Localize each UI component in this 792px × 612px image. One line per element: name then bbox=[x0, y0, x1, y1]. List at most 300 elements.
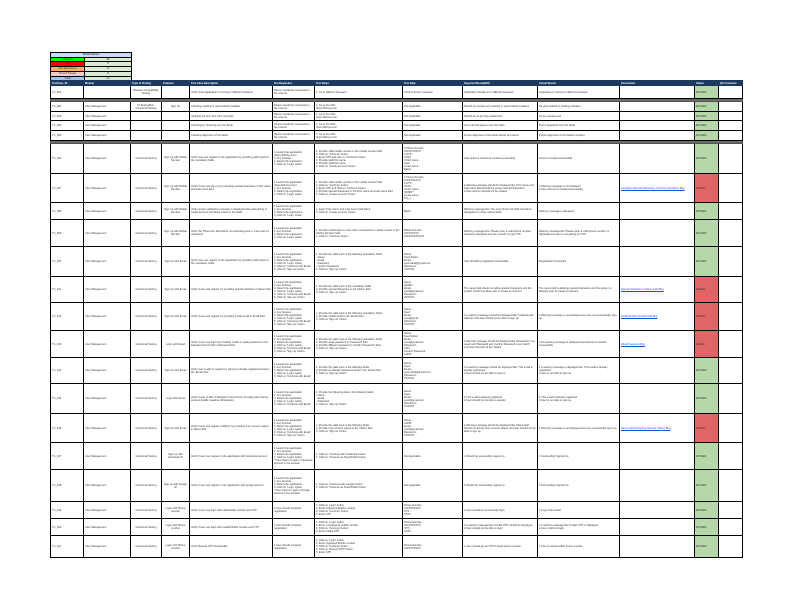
screenshot-cell[interactable] bbox=[620, 112, 695, 121]
prerequisites-cell[interactable]: Device should be connected to the internet bbox=[273, 131, 315, 141]
table-row bbox=[51, 519, 743, 536]
screenshot-cell[interactable] bbox=[620, 414, 695, 443]
actual-result-cell[interactable]: Warning message is displayed bbox=[538, 203, 620, 220]
module-cell[interactable]: User Management bbox=[84, 470, 131, 502]
test-steps-cell[interactable]: 1. Provide valid mobile number in the mobile number field 2. Click on 'Continue' button 3. Enter OTP and click on 'Continue' button 4. Provide valid first name 5. Provide valid last name 6. Click on 'Create account' button bbox=[315, 144, 403, 174]
description-cell[interactable]: Verify user is able to register by giving an already registered email in the 'Email' field bbox=[190, 358, 273, 384]
status-cell[interactable]: PASSED bbox=[695, 502, 719, 519]
prerequisites-cell[interactable]: 1.Launch the application 2. Any browser 3. Reach the application 4. Click on 'Login' option 5. Click on 'Continue with Email' 6. Click on 'Sign up' button bbox=[273, 247, 315, 277]
test-case-id[interactable]: TC_010 bbox=[51, 247, 84, 277]
status-cell[interactable]: PASSED bbox=[695, 144, 719, 174]
column-header[interactable]: Module bbox=[84, 81, 131, 86]
test-steps-cell[interactable]: 1. Provide the valid input in the following fields 2. Provide an already registered email in the 'Email' field 3. Click on 'Sign up' button bbox=[315, 358, 403, 384]
qa-comment-cell[interactable] bbox=[719, 443, 743, 470]
test-data-cell[interactable]: Phone Number - 01XXXXXXXX bbox=[403, 536, 463, 558]
test-case-id[interactable]: TC_012 bbox=[51, 303, 84, 331]
actual-result-cell[interactable]: As per requirement bbox=[538, 112, 620, 121]
qa-comment-cell[interactable] bbox=[719, 102, 743, 112]
expected-result-cell[interactable]: Application should run in different browsers bbox=[463, 86, 538, 99]
summary-value: 0 bbox=[85, 67, 132, 72]
feature-cell[interactable]: Sign Up with Email bbox=[162, 277, 190, 303]
expected-result-cell[interactable]: 1.Should be successfully signed up bbox=[463, 443, 538, 470]
module-cell[interactable] bbox=[84, 86, 131, 99]
column-header[interactable]: Test Case Description bbox=[190, 81, 273, 86]
testing-type-cell[interactable] bbox=[131, 112, 162, 121]
status-cell[interactable]: FAILED bbox=[695, 277, 719, 303]
feature-cell[interactable]: Login with Phone number bbox=[162, 502, 190, 519]
qa-comment-cell[interactable] bbox=[719, 203, 743, 220]
test-steps-cell[interactable]: 1. Provide the following data in the following fields: - Name - Email - Password 2. Click on 'Sign up' button bbox=[315, 384, 403, 414]
test-data-cell[interactable]: Name - Syed Rahat Email - syed@gmail.com Password - 1234 Confirm Password - 12345 bbox=[403, 331, 463, 358]
prerequisites-cell[interactable]: 1.User should complete registration bbox=[273, 519, 315, 536]
expected-result-cell[interactable]: 1.Warning message should be displayed like 'Name field should not accept only numeric values' and user should not be able to sign up bbox=[463, 414, 538, 443]
screenshot-link[interactable]: Name Field Accepting Numeric Values Bug bbox=[621, 426, 671, 430]
qa-comment-cell[interactable] bbox=[719, 470, 743, 502]
testing-type-cell[interactable]: Functional Testing bbox=[131, 331, 162, 358]
description-cell[interactable]: Verify if user can login with invalid Mobile number and OTP bbox=[190, 519, 273, 536]
testing-type-cell[interactable]: Functional Testing bbox=[131, 414, 162, 443]
test-steps-cell[interactable]: 1. Provide the valid input in the following mandatory fields 2. Provide invalid email in the 'Email' field 3. Click on 'Sign up' button bbox=[315, 303, 403, 331]
feature-cell[interactable]: Login with Phone number bbox=[162, 519, 190, 536]
test-steps-cell[interactable]: 1. Provide the valid input in the following fields 2. Provide only numeric values in the 'Name' field 3. Click on 'Sign up' button bbox=[315, 414, 403, 443]
test-steps-cell[interactable]: 1. Click on 'Login' button 2. Enter registered Mobile number 3. Click on 'Continue' button 4. Enter OTP bbox=[315, 502, 403, 519]
qa-comment-cell[interactable] bbox=[719, 384, 743, 414]
feature-cell[interactable] bbox=[162, 86, 190, 99]
test-case-id[interactable]: TC_003 bbox=[51, 112, 84, 121]
test-case-id[interactable]: TC_008 bbox=[51, 203, 84, 220]
actual-result-cell[interactable]: 1.A warning message like 'Invalid OTP' is displayed 2.User could not login bbox=[538, 519, 620, 536]
screenshot-cell[interactable] bbox=[620, 331, 695, 358]
qa-comment-cell[interactable] bbox=[719, 144, 743, 174]
expected-result-cell[interactable]: 1.A warning message should be displayed like 'This email is already registered' 2.User should not be able to sign up bbox=[463, 358, 538, 384]
screenshot-cell[interactable] bbox=[620, 502, 695, 519]
expected-result-cell[interactable]: A text should appear over the fields bbox=[463, 121, 538, 131]
status-cell[interactable]: FAILED bbox=[695, 331, 719, 358]
test-case-id[interactable]: TC_014 bbox=[51, 358, 84, 384]
actual-result-cell[interactable]: Application is running in different browsers bbox=[538, 86, 620, 99]
module-cell[interactable]: User Management bbox=[84, 131, 131, 141]
screenshot-cell[interactable] bbox=[620, 303, 695, 331]
screenshot-cell[interactable] bbox=[620, 358, 695, 384]
test-data-cell[interactable]: Name - Syed Email - syed@gmail Password - XXXXXX bbox=[403, 303, 463, 331]
table-row bbox=[51, 203, 743, 220]
column-header[interactable]: QA Comment bbox=[719, 81, 743, 86]
actual-result-cell[interactable]: 1.No warning message is displayed and account is created successfully bbox=[538, 331, 620, 358]
description-cell[interactable]: Verify if user can register by providing invalid email in Email field bbox=[190, 303, 273, 331]
test-data-cell[interactable]: Not Applicable bbox=[403, 443, 463, 470]
prerequisites-cell[interactable]: Device should be connected to the internet bbox=[273, 121, 315, 131]
status-cell[interactable]: PASSED bbox=[695, 443, 719, 470]
module-cell[interactable]: User Management bbox=[84, 303, 131, 331]
qa-comment-cell[interactable] bbox=[719, 358, 743, 384]
qa-comment-cell[interactable] bbox=[719, 121, 743, 131]
test-data-cell[interactable]: Phone Number - 01XXXXXXXX OTP - XXXX bbox=[403, 519, 463, 536]
expected-result-cell[interactable]: 1.User should get an OTP through phone number bbox=[463, 536, 538, 558]
prerequisites-cell[interactable]: 1.Launch the application 2. Any browser 3. Reach the application 4. Click on 'Login' option 5. Click on 'Continue with Email' 6. Click on 'Sign up' button bbox=[273, 277, 315, 303]
description-cell[interactable]: Verify Resend OTP functionality bbox=[190, 536, 273, 558]
status-cell[interactable]: PASSED bbox=[695, 358, 719, 384]
qa-comment-cell[interactable] bbox=[719, 536, 743, 558]
test-steps-cell[interactable]: 1. Provide the valid input in the following mandatory fields: - Name - Email - Password - Confirm Password 2. Click on 'Sign up' button bbox=[315, 247, 403, 277]
module-cell[interactable]: User Management bbox=[84, 358, 131, 384]
description-cell[interactable]: Verify if user is able to Register or Account by providing the existing account details (Leading whitespace) bbox=[190, 384, 273, 414]
testing-type-cell[interactable]: Functional Testing bbox=[131, 519, 162, 536]
expected-result-cell[interactable]: 1.Warning message should be displayed like 'First name and Last name field should not accept special characters' 2.User account should not be created bbox=[463, 174, 538, 203]
module-cell[interactable]: User Management bbox=[84, 502, 131, 519]
test-steps-cell[interactable]: 1. Provide the valid input in the mandatory fields 2. Provide special characters in the 'Name' field 3. Click on 'Sign up' button bbox=[315, 277, 403, 303]
feature-cell[interactable]: Sign Up with Mobile Number bbox=[162, 203, 190, 220]
feature-cell[interactable]: Sign Up with Email bbox=[162, 247, 190, 277]
test-steps-cell[interactable]: 1. Provide valid mobile number in the mobile number field 2. Click on 'Continue' button 3. Enter OTP and click on 'Continue' button 4. Provide special characters in the First name and Last name field 5. Click on 'Create account' button bbox=[315, 174, 403, 203]
module-cell[interactable]: User Management bbox=[84, 331, 131, 358]
feature-cell[interactable]: Login with Phone number bbox=[162, 536, 190, 558]
status-cell[interactable]: FAILED bbox=[695, 414, 719, 443]
actual-result-cell[interactable]: 1.A warning message is displayed like 'This email is already registered' 2.User is not able to sign up bbox=[538, 358, 620, 384]
column-header[interactable]: Type of Testing bbox=[131, 81, 162, 86]
description-cell[interactable]: Verify if the application is running in different browsers bbox=[190, 86, 273, 99]
testing-type-cell[interactable]: Browser Compatibility Testing bbox=[131, 86, 162, 99]
test-case-id[interactable]: TC_017 bbox=[51, 443, 84, 470]
qa-comment-cell[interactable] bbox=[719, 112, 743, 121]
test-data-cell[interactable]: Name - Syed Email - syed.rahat@gmail.com Password - XXXXXX bbox=[403, 358, 463, 384]
test-case-id[interactable]: TC_006 bbox=[51, 144, 84, 174]
expected-result-cell[interactable]: Warning message like 'You must fill out this field' should be displayed for empty valued fields bbox=[463, 203, 538, 220]
description-cell[interactable]: Verifying the font, font color and style bbox=[190, 112, 273, 121]
prerequisites-cell[interactable]: 1.Launch the application 2. Any browser 3. Reach the application 4. Click on 'Login' option 5. Click on 'Continue with Email' bbox=[273, 384, 315, 414]
test-steps-cell[interactable]: 1. Go to different browsers bbox=[315, 86, 403, 99]
actual-result-cell[interactable]: Proper alignment of the fields is present bbox=[538, 131, 620, 141]
module-cell[interactable]: User Management bbox=[84, 144, 131, 174]
test-steps-cell[interactable]: 1. Go to the URL: https://bikroy.com/ bbox=[315, 131, 403, 141]
status-cell[interactable]: PASSED bbox=[695, 536, 719, 558]
qa-comment-cell[interactable] bbox=[719, 331, 743, 358]
status-cell[interactable]: PASSED bbox=[695, 247, 719, 277]
test-data-cell[interactable]: Name - 12345 Email - syed@gmail.com Password - XXXXXX bbox=[403, 414, 463, 443]
testing-type-cell[interactable]: Functional Testing bbox=[131, 247, 162, 277]
column-header[interactable]: Status bbox=[695, 81, 719, 86]
screenshot-link[interactable]: Special Character in Name Field Bug bbox=[621, 288, 664, 291]
status-cell[interactable]: PASSED bbox=[695, 384, 719, 414]
actual-result-cell[interactable]: Account created successfully bbox=[538, 144, 620, 174]
test-steps-cell[interactable]: 1. Click on 'Login' button 2. Enter unregistered mobile number 3. Click on 'Continue' button 4. Enter invalid OTP bbox=[315, 519, 403, 536]
feature-cell[interactable]: Sign Up with Mobile Number bbox=[162, 144, 190, 174]
testing-type-cell[interactable]: Functional Testing bbox=[131, 443, 162, 470]
prerequisites-cell[interactable]: 1.Launch the application (https://bikroy.com/) 2. Any browser 3. Reach the registration 4. Click on 'Login' option bbox=[273, 144, 315, 174]
screenshot-cell[interactable] bbox=[620, 131, 695, 141]
test-case-id[interactable]: TC_004 bbox=[51, 121, 84, 131]
prerequisites-cell[interactable]: Device should be connected to the internet bbox=[273, 112, 315, 121]
test-steps-cell[interactable]: 1. Click on 'Continue with Google' button 2. Click on 'Continue as Syed Rahat' button bbox=[315, 470, 403, 502]
test-data-cell[interactable]: Not Applicable bbox=[403, 112, 463, 121]
expected-result-cell[interactable]: 1.Should be successfully signed up bbox=[463, 470, 538, 502]
feature-cell[interactable] bbox=[162, 121, 190, 131]
screenshot-cell[interactable] bbox=[620, 536, 695, 558]
description-cell[interactable]: Checking alignment of the fields bbox=[190, 131, 273, 141]
qa-comment-cell[interactable] bbox=[719, 174, 743, 203]
test-case-id[interactable]: TC_021 bbox=[51, 536, 84, 558]
prerequisites-cell[interactable]: 1.User should complete registration bbox=[273, 502, 315, 519]
test-data-cell[interactable]: Name - Syed Email - syed@gmail.com Password - XXXXXX bbox=[403, 384, 463, 414]
test-steps-cell[interactable]: 1. Click on 'Login' button 2. Enter registered Mobile number 3. Click on 'Continue' button 4. Click on 'Resend OTP' button 5. Enter OTP bbox=[315, 536, 403, 558]
feature-cell[interactable] bbox=[162, 131, 190, 141]
test-case-id[interactable]: TC_016 bbox=[51, 414, 84, 443]
status-cell[interactable]: PASSED bbox=[695, 121, 719, 131]
expected-result-cell[interactable]: Proper alignment of the fields should be present bbox=[463, 131, 538, 141]
actual-result-cell[interactable]: 1.Successfully Signed Up bbox=[538, 443, 620, 470]
testing-type-cell[interactable]: Functional Testing bbox=[131, 144, 162, 174]
qa-comment-cell[interactable] bbox=[719, 86, 743, 99]
expected-result-cell[interactable]: Warning message like 'Please enter a valid phone number' should be displayed and user should not get OTP bbox=[463, 220, 538, 247]
module-cell[interactable]: User Management bbox=[84, 443, 131, 470]
test-steps-cell[interactable]: 1. Provide invalid (less or more than 11 characters) mobile number in the 'Mobile Number' field 2. Click on 'Continue' button bbox=[315, 220, 403, 247]
test-case-id[interactable]: TC_002 bbox=[51, 102, 84, 112]
actual-result-cell[interactable]: Text is appeared over the fields bbox=[538, 121, 620, 131]
test-steps-cell[interactable]: 1. Click on 'Continue with Facebook' button 2. Click on 'Continue as Syed Rahat' button bbox=[315, 443, 403, 470]
actual-result-cell[interactable]: 1.Warning message is not displayed and user can successfully sign up bbox=[538, 303, 620, 331]
module-cell[interactable]: User Management bbox=[84, 174, 131, 203]
test-data-cell[interactable]: 1.Phone Number - 01XXXXXXXX 2.OTP - XXXX 3.First name - !@#$%^ 4.Last name - &*()_+ bbox=[403, 174, 463, 203]
actual-result-cell[interactable]: 1.Warning message is not displayed and user successfully signs up bbox=[538, 414, 620, 443]
table-row bbox=[51, 131, 743, 141]
testing-type-cell[interactable] bbox=[131, 121, 162, 131]
module-cell[interactable]: User Management bbox=[84, 203, 131, 220]
module-cell[interactable]: User Management bbox=[84, 112, 131, 121]
module-cell[interactable]: User Management bbox=[84, 536, 131, 558]
column-header[interactable]: Features bbox=[162, 81, 190, 86]
qa-comment-cell[interactable] bbox=[719, 414, 743, 443]
actual-result-cell[interactable]: 1.This email is already registered 2.User is not able to sign up bbox=[538, 384, 620, 414]
status-cell[interactable]: PASSED bbox=[695, 86, 719, 99]
test-data-cell[interactable]: Not Applicable bbox=[403, 102, 463, 112]
expected-result-cell[interactable]: User should be registered successfully bbox=[463, 247, 538, 277]
column-header[interactable]: Expected Result(ER) bbox=[463, 81, 538, 86]
feature-cell[interactable] bbox=[162, 112, 190, 121]
prerequisites-cell[interactable]: 1.Launch the application (https://bikroy.com/) 2. Any browser 3. Reach the registration 4. Click on 'Login' option bbox=[273, 174, 315, 203]
testing-type-cell[interactable] bbox=[131, 131, 162, 141]
summary-label: Fail bbox=[51, 62, 85, 67]
column-header[interactable]: TestCase_ID bbox=[51, 81, 84, 86]
test-data-cell[interactable]: Not Applicable bbox=[403, 131, 463, 141]
prerequisites-cell[interactable]: Device should be connected to the internet bbox=[273, 102, 315, 112]
qa-comment-cell[interactable] bbox=[719, 277, 743, 303]
actual-result-cell[interactable]: 1.Successfully Signed Up bbox=[538, 470, 620, 502]
test-data-cell[interactable]: 1.Phone Number - 01XXXXXXXX 2.OTP - XXXX 3.First name - Syed 4.Last name - Rahat bbox=[403, 144, 463, 174]
test-data-cell[interactable]: Mobile Number - 017XXXXXX 01XXXXXXXXXX bbox=[403, 220, 463, 247]
feature-cell[interactable]: Sign Up with Email bbox=[162, 414, 190, 443]
screenshot-cell[interactable] bbox=[620, 247, 695, 277]
testing-type-cell[interactable]: Functional Testing bbox=[131, 203, 162, 220]
description-cell[interactable]: Checking by hovering over the fields bbox=[190, 121, 273, 131]
module-cell[interactable]: User Management bbox=[84, 121, 131, 131]
test-data-cell[interactable]: Phone Number - 01XXXXXXXX OTP - XXXX bbox=[403, 502, 463, 519]
prerequisites-cell[interactable]: 1.User should complete registration bbox=[273, 536, 315, 558]
expected-result-cell[interactable]: Should be as per the requirement bbox=[463, 112, 538, 121]
prerequisites-cell[interactable]: 1.Launch the application 2. Any browser 3. Reach the registration 4. Click on 'Login' option bbox=[273, 220, 315, 247]
test-steps-cell[interactable]: 1. Go to the URL: https://bikroy.com/ bbox=[315, 121, 403, 131]
actual-result-cell[interactable]: 1.Warning message is not displayed 2.User account is created successfully bbox=[538, 174, 620, 203]
screenshot-cell[interactable] bbox=[620, 86, 695, 99]
expected-result-cell[interactable]: Should not present any spelling or grammatical mistakes bbox=[463, 102, 538, 112]
status-cell[interactable]: PASSED bbox=[695, 203, 719, 220]
expected-result-cell[interactable]: 1.Warning message should be displayed like 'Password is too weak' and 'Password and Confirm Password must match' 2.Account should not be created bbox=[463, 331, 538, 358]
test-case-id[interactable]: TC_019 bbox=[51, 502, 84, 519]
actual-result-cell[interactable]: No grammatical or spelling mistakes bbox=[538, 102, 620, 112]
description-cell[interactable]: Verify if user can register to the application with Facebook account bbox=[190, 443, 273, 470]
prerequisites-cell[interactable]: 1.Launch the application 2. Any browser 3. Reach the application 4. Click on 'Login' option 5. Click on 'Continue with Email' bbox=[273, 358, 315, 384]
expected-result-cell[interactable]: The name field should not allow special characters and the system should not allow user to create an account bbox=[463, 277, 538, 303]
screenshot-cell[interactable] bbox=[620, 174, 695, 203]
column-header[interactable]: Screenshot bbox=[620, 81, 695, 86]
description-cell[interactable]: Verify if user can login by providing invalid or weak password in the Password and Confirm Password field bbox=[190, 331, 273, 358]
description-cell[interactable]: Verify if user can login with valid Mobile number and OTP bbox=[190, 502, 273, 519]
test-steps-cell[interactable]: 1. Go to the URL: https://bikroy.com/ bbox=[315, 112, 403, 121]
screenshot-link[interactable]: Weak Password Bug bbox=[621, 342, 646, 346]
testing-type-cell[interactable]: Functional Testing bbox=[131, 220, 162, 247]
module-cell[interactable]: User Management bbox=[84, 519, 131, 536]
feature-cell[interactable]: Sign Up with Email bbox=[162, 358, 190, 384]
column-header[interactable]: Test Data bbox=[403, 81, 463, 86]
testing-type-cell[interactable]: Functional Testing bbox=[131, 470, 162, 502]
description-cell[interactable]: Verify proper notification message is displayed when attempting to create account with blank values in the fields bbox=[190, 203, 273, 220]
screenshot-cell[interactable] bbox=[620, 220, 695, 247]
module-cell[interactable]: User Management bbox=[84, 384, 131, 414]
description-cell[interactable]: Checking spelling or grammatical mistakes bbox=[190, 102, 273, 112]
qa-comment-cell[interactable] bbox=[719, 519, 743, 536]
description-cell[interactable]: Verify the 'Phone No' field will be not accepting less or more than 11 characters bbox=[190, 220, 273, 247]
expected-result-cell[interactable]: 1.This email is already registered 2.User should not be able to register bbox=[463, 384, 538, 414]
test-data-cell[interactable]: Name - !@#$% Email - syed@gmail.com Password - XXXXXX bbox=[403, 277, 463, 303]
testing-type-cell[interactable]: UI Testing/Non-Functional Testing bbox=[131, 102, 162, 112]
prerequisites-cell[interactable]: 1.Launch the application 2. Any browser 3. Reach the application 4. Click on 'Login' option **User have to Login in Google account in the browser bbox=[273, 470, 315, 502]
test-steps-cell[interactable]: 1. Go to the URL: https://bikroy.com/ bbox=[315, 102, 403, 112]
feature-cell[interactable]: Sign Up bbox=[162, 102, 190, 112]
test-case-id[interactable]: TC_007 bbox=[51, 174, 84, 203]
expected-result-cell[interactable]: 1.A warning message should be displayed like 'Invalid Email Address' and user should not be able to sign up bbox=[463, 303, 538, 331]
screenshot-cell[interactable] bbox=[620, 102, 695, 112]
expected-result-cell[interactable]: 1.A warning message like 'Invalid OTP' should be displayed 2.User should not be able to login bbox=[463, 519, 538, 536]
feature-cell[interactable]: Sign Up with Mobile Number bbox=[162, 174, 190, 203]
expected-result-cell[interactable]: User account should be created successfully bbox=[463, 144, 538, 174]
test-case-id[interactable]: TC_009 bbox=[51, 220, 84, 247]
prerequisites-cell[interactable]: 1.Launch the application 2. Any browser 3. Reach the application 4. Click on 'Login' option 5. Click on 'Continue with Email' 6. Click on 'Sign up' button bbox=[273, 303, 315, 331]
description-cell[interactable]: Verify if user can register to Bikroy by providing only numeric values in Name field bbox=[190, 414, 273, 443]
status-cell[interactable]: PASSED bbox=[695, 220, 719, 247]
qa-comment-cell[interactable] bbox=[719, 220, 743, 247]
actual-result-cell[interactable]: Warning message like 'Please enter a valid phone number' is displayed and user is not getting an OTP bbox=[538, 220, 620, 247]
feature-cell[interactable]: Sign up with Google ID bbox=[162, 470, 190, 502]
actual-result-cell[interactable]: Registration Successful bbox=[538, 247, 620, 277]
qa-comment-cell[interactable] bbox=[719, 303, 743, 331]
screenshot-cell[interactable] bbox=[620, 277, 695, 303]
qa-comment-cell[interactable] bbox=[719, 131, 743, 141]
feature-cell[interactable]: Login with Email bbox=[162, 384, 190, 414]
description-cell[interactable]: Verify if user can register by providing special character in Name field bbox=[190, 277, 273, 303]
status-cell[interactable]: PASSED bbox=[695, 519, 719, 536]
description-cell[interactable]: Verify if user can sign up by providing special characters in first name and Last name field bbox=[190, 174, 273, 203]
testing-type-cell[interactable]: Functional Testing bbox=[131, 536, 162, 558]
test-case-id[interactable]: TC_005 bbox=[51, 131, 84, 141]
test-case-id[interactable]: TC_011 bbox=[51, 277, 84, 303]
test-steps-cell[interactable]: 1. Keep 'First name' and 'Last name' field blank 2. Click on 'Create account' button bbox=[315, 203, 403, 220]
screenshot-cell[interactable] bbox=[620, 519, 695, 536]
table-row bbox=[51, 86, 743, 99]
test-data-cell[interactable]: Not Applicable bbox=[403, 470, 463, 502]
screenshot-link[interactable]: Invalid Email in Email Field Bug bbox=[621, 315, 658, 318]
feature-cell[interactable]: Sign up with Facebook ID bbox=[162, 443, 190, 470]
description-cell[interactable]: Verify user can register to the application by providing valid inputs in the mandatory fields bbox=[190, 144, 273, 174]
screenshot-cell[interactable] bbox=[620, 121, 695, 131]
table-row bbox=[51, 247, 743, 277]
test-steps-cell[interactable]: 1. Provide the valid input in the following mandatory fields 2. Provide weak password in 'Password' field 3. Provide different password in 'Confirm Password' field 4. Click on 'Sign up' button bbox=[315, 331, 403, 358]
description-cell[interactable]: Verify user can register to the application by providing valid inputs in the mandatory fields bbox=[190, 247, 273, 277]
column-header[interactable]: Pre-Requisites bbox=[273, 81, 315, 86]
prerequisites-cell[interactable]: 1.Launch the application 2. Any browser 3. Reach the application 4. Click on 'Login' option 5. Click on 'Continue with Email' 6. Click on 'Sign up' button bbox=[273, 331, 315, 358]
status-cell[interactable]: PASSED bbox=[695, 112, 719, 121]
test-data-cell[interactable]: Blank bbox=[403, 203, 463, 220]
test-case-id[interactable]: TC_013 bbox=[51, 331, 84, 358]
test-data-cell[interactable]: Name - Syed Rahat Email - syed.rahat@gmail.com Password - XXXXXX bbox=[403, 247, 463, 277]
testing-type-cell[interactable]: Functional Testing bbox=[131, 358, 162, 384]
prerequisites-cell[interactable]: 1.Launch the application 2. Any browser 3. Reach the registration 4. Click on 'Login' option bbox=[273, 203, 315, 220]
actual-result-cell[interactable]: 1.Login Successful bbox=[538, 502, 620, 519]
description-cell[interactable]: Verify if user can register to the application with google account bbox=[190, 470, 273, 502]
test-data-cell[interactable]: Not Applicable bbox=[403, 121, 463, 131]
qa-comment-cell[interactable] bbox=[719, 247, 743, 277]
actual-result-cell[interactable]: 1.User is well provided phone number bbox=[538, 536, 620, 558]
screenshot-cell[interactable] bbox=[620, 384, 695, 414]
testing-type-cell[interactable]: Functional Testing bbox=[131, 502, 162, 519]
module-cell[interactable]: User Management bbox=[84, 414, 131, 443]
testing-type-cell[interactable]: Functional Testing bbox=[131, 174, 162, 203]
test-case-id[interactable]: TC_020 bbox=[51, 519, 84, 536]
testing-type-cell[interactable]: Functional Testing bbox=[131, 384, 162, 414]
status-cell[interactable]: PASSED bbox=[695, 102, 719, 112]
module-cell[interactable]: User Management bbox=[84, 220, 131, 247]
feature-cell[interactable]: Sign Up with Mobile Number bbox=[162, 220, 190, 247]
prerequisites-cell[interactable]: 1.Launch the application 2. Any browser 3. Reach the application 4. Click on 'Login' option **User have to Login in Facebook account in the browser bbox=[273, 443, 315, 470]
column-header[interactable]: Test Steps bbox=[315, 81, 403, 86]
status-cell[interactable]: FAILED bbox=[695, 303, 719, 331]
module-cell[interactable]: User Management bbox=[84, 102, 131, 112]
screenshot-cell[interactable] bbox=[620, 470, 695, 502]
expected-result-cell[interactable]: 1.User should be successfully login bbox=[463, 502, 538, 519]
test-case-id[interactable]: TC_001 bbox=[51, 86, 84, 99]
status-cell[interactable]: FAILED bbox=[695, 174, 719, 203]
screenshot-cell[interactable] bbox=[620, 203, 695, 220]
module-cell[interactable]: User Management bbox=[84, 247, 131, 277]
feature-cell[interactable]: Login with Email bbox=[162, 331, 190, 358]
screenshot-link[interactable]: Accepting Special Characters in First & Last Name Bug bbox=[621, 186, 685, 190]
qa-comment-cell[interactable] bbox=[719, 502, 743, 519]
status-cell[interactable]: PASSED bbox=[695, 470, 719, 502]
testing-type-cell[interactable]: Functional Testing bbox=[131, 277, 162, 303]
table-row bbox=[51, 331, 743, 358]
testing-type-cell[interactable]: Functional Testing bbox=[131, 303, 162, 331]
screenshot-cell[interactable] bbox=[620, 443, 695, 470]
test-data-cell[interactable]: Chrome,Firefox, Explorer bbox=[403, 86, 463, 99]
test-case-id[interactable]: TC_018 bbox=[51, 470, 84, 502]
actual-result-cell[interactable]: The name field is allowing special characters and the system is allowing user to create an account bbox=[538, 277, 620, 303]
column-header[interactable]: Actual Result bbox=[538, 81, 620, 86]
test-case-id[interactable]: TC_015 bbox=[51, 384, 84, 414]
feature-cell[interactable]: Sign Up with Email bbox=[162, 303, 190, 331]
prerequisites-cell[interactable]: Device should be connected to the internet bbox=[273, 86, 315, 99]
table-row bbox=[51, 303, 743, 331]
status-cell[interactable]: PASSED bbox=[695, 131, 719, 141]
module-cell[interactable]: User Management bbox=[84, 277, 131, 303]
prerequisites-cell[interactable]: 1.Launch the application 2. Any browser 3. Reach the application 4. Click on 'Login' option 5. Click on 'Continue with Email' 6. Click on 'Sign up' button bbox=[273, 414, 315, 443]
screenshot-cell[interactable] bbox=[620, 144, 695, 174]
